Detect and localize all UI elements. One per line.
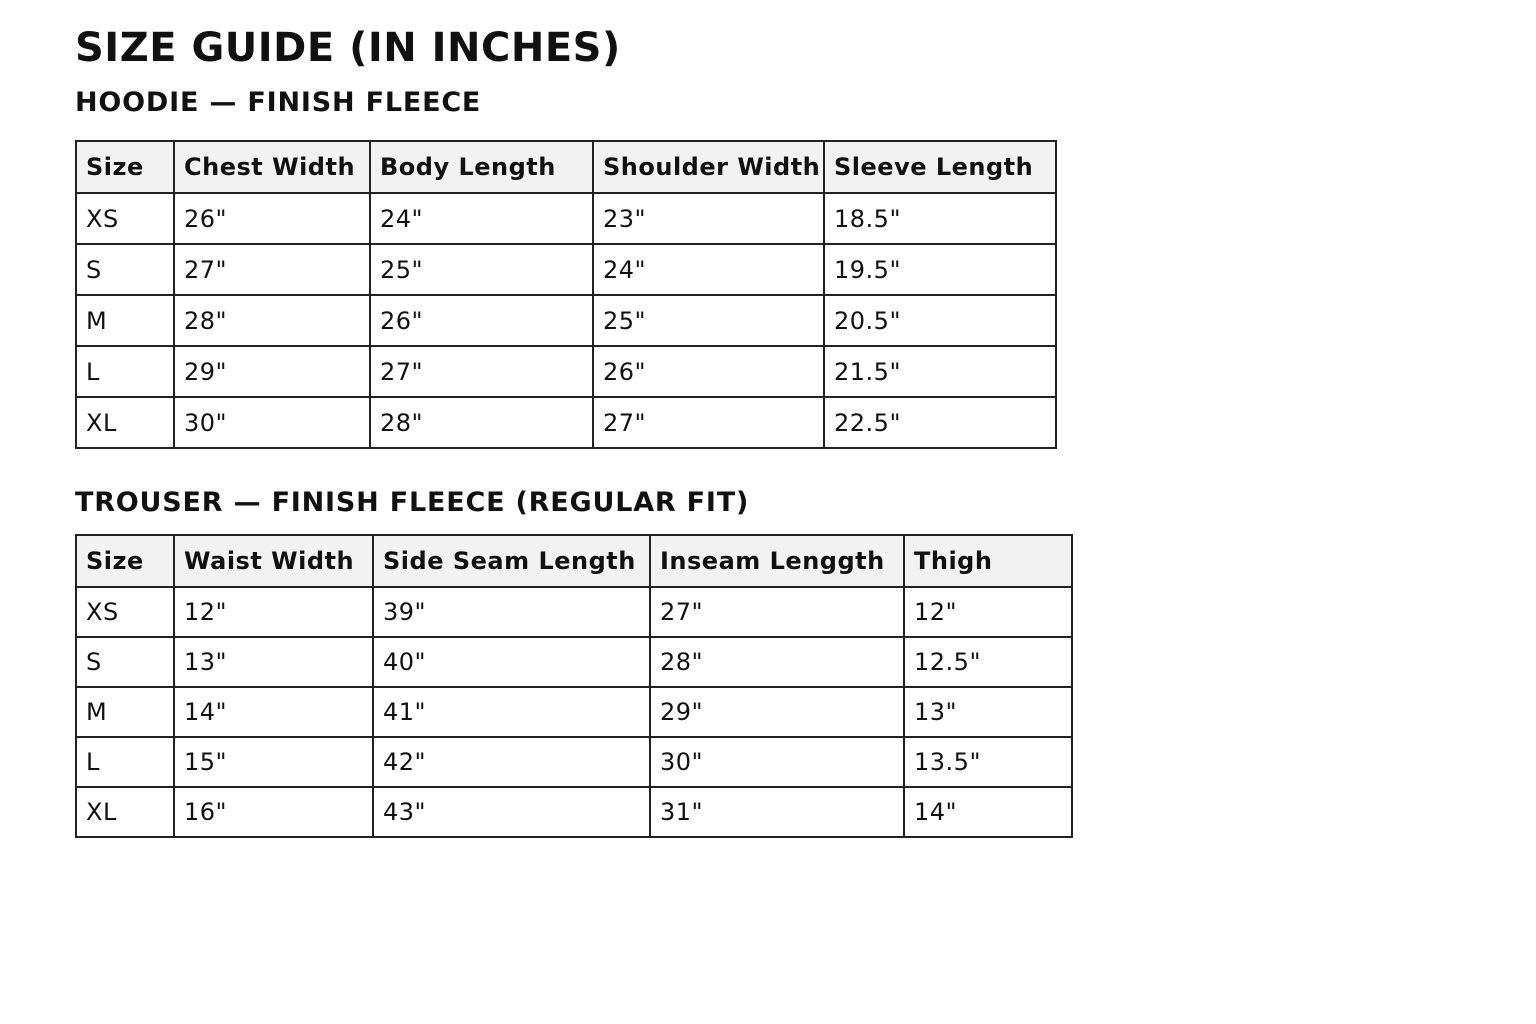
- header-cell: Size: [76, 141, 174, 193]
- table-cell: 22.5": [824, 397, 1056, 448]
- table-cell: 13.5": [904, 737, 1072, 787]
- header-cell: Thigh: [904, 535, 1072, 587]
- table-cell: 26": [174, 193, 370, 244]
- table-cell: S: [76, 244, 174, 295]
- table-cell: 25": [593, 295, 824, 346]
- table-cell: 15": [174, 737, 373, 787]
- table-cell: 39": [373, 587, 650, 637]
- table-cell: 27": [650, 587, 904, 637]
- table-cell: XL: [76, 397, 174, 448]
- table-row: [76, 787, 1072, 837]
- table-cell: 42": [373, 737, 650, 787]
- table-cell: 19.5": [824, 244, 1056, 295]
- table-cell: 43": [373, 787, 650, 837]
- table-cell: XL: [76, 787, 174, 837]
- table-cell: 28": [174, 295, 370, 346]
- table-header-row: [76, 535, 1072, 587]
- table-cell: 12.5": [904, 637, 1072, 687]
- table-cell: 29": [174, 346, 370, 397]
- table-row: [76, 687, 1072, 737]
- table-cell: 20.5": [824, 295, 1056, 346]
- table-cell: 12": [904, 587, 1072, 637]
- table-cell: 24": [593, 244, 824, 295]
- table-cell: 18.5": [824, 193, 1056, 244]
- hoodie-size-table: [75, 140, 1057, 449]
- table-row: [76, 737, 1072, 787]
- table-cell: L: [76, 737, 174, 787]
- table-cell: 27": [370, 346, 593, 397]
- header-cell: Body Length: [370, 141, 593, 193]
- table-cell: 40": [373, 637, 650, 687]
- table-cell: 30": [650, 737, 904, 787]
- table-cell: 13": [904, 687, 1072, 737]
- table-cell: 25": [370, 244, 593, 295]
- table-cell: 31": [650, 787, 904, 837]
- table-cell: 21.5": [824, 346, 1056, 397]
- table-cell: 13": [174, 637, 373, 687]
- page-title: SIZE GUIDE (IN INCHES): [75, 25, 621, 71]
- table-cell: M: [76, 687, 174, 737]
- table-row: [76, 637, 1072, 687]
- table-cell: 27": [174, 244, 370, 295]
- table-cell: 23": [593, 193, 824, 244]
- header-cell: Sleeve Length: [824, 141, 1056, 193]
- table-row: [76, 244, 1056, 295]
- table-cell: 14": [904, 787, 1072, 837]
- table-row: [76, 193, 1056, 244]
- table-cell: S: [76, 637, 174, 687]
- table-cell: 30": [174, 397, 370, 448]
- table-row: [76, 587, 1072, 637]
- table-row: [76, 295, 1056, 346]
- header-cell: Waist Width: [174, 535, 373, 587]
- table-cell: 12": [174, 587, 373, 637]
- table-cell: 27": [593, 397, 824, 448]
- trouser-size-table: [75, 534, 1073, 838]
- trouser-section-title: TROUSER — FINISH FLEECE (REGULAR FIT): [75, 487, 750, 518]
- table-cell: 28": [370, 397, 593, 448]
- header-cell: Chest Width: [174, 141, 370, 193]
- header-cell: Inseam Lenggth: [650, 535, 904, 587]
- table-cell: M: [76, 295, 174, 346]
- table-cell: 26": [370, 295, 593, 346]
- table-cell: 41": [373, 687, 650, 737]
- table-cell: XS: [76, 193, 174, 244]
- table-cell: XS: [76, 587, 174, 637]
- header-cell: Side Seam Length: [373, 535, 650, 587]
- header-cell: Shoulder Width: [593, 141, 824, 193]
- hoodie-section-title: HOODIE — FINISH FLEECE: [75, 87, 482, 118]
- table-cell: L: [76, 346, 174, 397]
- table-row: [76, 346, 1056, 397]
- table-cell: 14": [174, 687, 373, 737]
- table-row: [76, 397, 1056, 448]
- table-cell: 24": [370, 193, 593, 244]
- table-cell: 26": [593, 346, 824, 397]
- table-header-row: [76, 141, 1056, 193]
- table-cell: 29": [650, 687, 904, 737]
- table-cell: 28": [650, 637, 904, 687]
- table-cell: 16": [174, 787, 373, 837]
- header-cell: Size: [76, 535, 174, 587]
